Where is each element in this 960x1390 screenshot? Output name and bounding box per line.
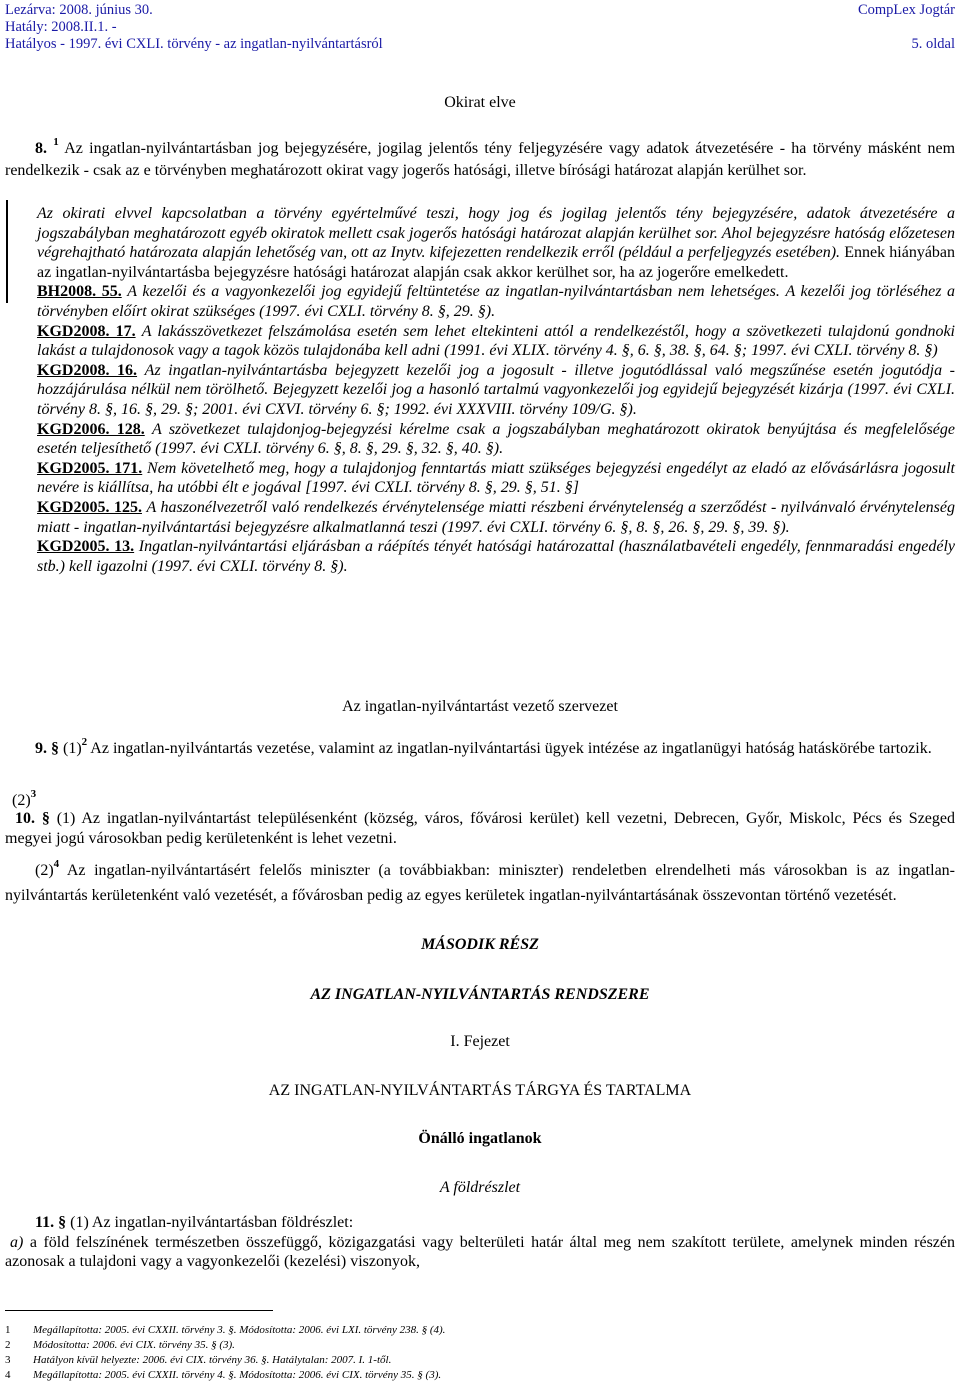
paragraph-text: Az ingatlan-nyilvántartás vezetése, valamint az ingatlan-nyilvántartási ügyek intézése az ingatlanügyi hatóság hatáskörébe tartozik. — [90, 740, 932, 757]
decision-reference-link[interactable]: BH2008. 55. — [37, 283, 122, 301]
footnote — [5, 1338, 235, 1352]
subheading-foldreszlet: A földrészlet — [439, 1179, 521, 1196]
decision-reference-link[interactable]: KGD2005. 13. — [37, 538, 135, 556]
footnote-text: Megállapította: 2005. évi CXXII. törvény 3. §. Módosította: 2006. évi LXI. törvény 238. § (4). — [33, 1324, 446, 1336]
paragraph-text: (1) Az ingatlan-nyilvántartást településenként (község, város, fővárosi kerület) kell vezetni, Debrecen, Győr, Miskolc, Pécs és Szeged megyei jogú városokban pedig kerületenként is lehet vezetni. — [5, 810, 956, 847]
footnote — [5, 1368, 441, 1382]
subsection-number: (2) — [35, 862, 54, 879]
heading-onallo-ingatlanok: Önálló ingatlanok — [418, 1130, 542, 1147]
header-law-title: Hatályos - 1997. évi CXLI. törvény - az ingatlan-nyilvántartásról — [5, 36, 383, 52]
footnote-number: 3 — [5, 1354, 11, 1366]
decision-text: A kezelői és a vagyonkezelői jog egyidejű feltüntetése az ingatlan-nyilvántartásban nem lehetséges. — [127, 283, 780, 301]
decision-item — [37, 282, 955, 321]
paragraph-text: Az ingatlan-nyilvántartásban jog bejegyzésére, jogilag jelentős tény feljegyzésére vagy adatok átvezetésére - ha törvény másként nem rendelkezik - csak az e törvényben meghatározott okirat vagy jogerős hatósági, illetve bírósági határozat alapján kerülhet sor. — [5, 140, 956, 179]
footnote-separator — [5, 1310, 273, 1311]
decision-text: A haszonélvezetről való rendelkezés érvénytelensége miatti részbeni érvénytelenség a szerződést - nyilvánvaló érvénytelenség miatt - ingatlan-nyilvántartási bejegyzésre alkalmatlanná teszi (1997. évi CXLI. törvény 6. §, 8. §, 26. §, 29. §, 39. §). — [37, 498, 956, 536]
decision-reference-link[interactable]: KGD2008. 16. — [37, 361, 138, 379]
decision-text: Ingatlan-nyilvántartási eljárásban a ráépítés tényét hatósági határozattal (használatbavételi engedély, fennmaradási engedély stb.) kell igazolni (1997. évi CXLI. törvény 8. §). — [37, 538, 955, 575]
decision-item — [37, 498, 955, 537]
decision-text: Nem követelhető meg, hogy a tulajdonjog fenntartás miatt szükséges bejegyzési engedélyt az eladó az elővásárlásra jogosult nevére is kiállítsa, ha utóbbi élt e jogával [1997. évi CXLI. törvény 8. §, 29. §, 51. §] — [37, 459, 956, 497]
decision-text-continued: A kezelői jog törléséhez a törvényben előírt okirat szükséges (1997. évi CXLI. törvény 8. §, 29. §). — [37, 283, 956, 320]
footnote-ref[interactable]: 2 — [81, 736, 88, 748]
decision-text-continued: Bejegyzett kezelői jog a hasonló tartalmú vagyonkezelői jog egyidejű bejegyzését kizárja (1997. évi CXLI. törvény 8. §, 16. §, 29. §; 2001. évi CXVI. törvény 6. §; 1992. évi XXXVIII. törvény 109/G. §). — [37, 381, 956, 418]
decision-item — [37, 420, 955, 459]
part-subtitle: AZ INGATLAN-NYILVÁNTARTÁS RENDSZERE — [310, 986, 650, 1003]
commentary-bar — [6, 200, 8, 303]
footnote-number: 1 — [5, 1324, 11, 1336]
paragraph-number: 9. § — [35, 740, 59, 757]
paragraph-11 — [5, 1213, 955, 1272]
decision-reference-link[interactable]: KGD2008. 17. — [37, 322, 136, 340]
decision-reference-link[interactable]: KGD2005. 125. — [37, 498, 142, 516]
header-product: CompLex Jogtár — [857, 2, 955, 18]
paragraph-8 — [5, 136, 956, 180]
footnote-text: Módosította: 2006. évi CIX. törvény 35. § (3). — [33, 1339, 235, 1351]
subsection-number: (2) — [12, 792, 31, 809]
decision-list — [37, 282, 955, 576]
commentary-text: Az okirati elvvel kapcsolatban a törvény egyértelművé teszi, hogy jog és jogilag jelentős tény bejegyzésére, adatok átvezetésére a jogszabályban meghatározott egyéb okiratok mellett csak jogerős hatósági határozat alapján kerülhet sor. Ahol bejegyzésre hatóság előzetesen végrehajtható határozata alapján lehetőség van, ott az Inytv. kifejezetten rendelkezik erről (például a perfeljegyzés esetében). — [37, 205, 955, 262]
footnote — [5, 1323, 445, 1337]
paragraph-10 — [5, 809, 955, 848]
paragraph-10-2 — [5, 859, 955, 907]
footnote-ref[interactable]: 4 — [53, 858, 60, 870]
footnote-number: 4 — [5, 1369, 11, 1381]
section-title-szervezet: Az ingatlan-nyilvántartást vezető szervezet — [342, 698, 618, 715]
paragraph-number: 11. § — [35, 1214, 67, 1231]
point-text: a föld felszínének természetben összefüggő, közigazgatási vagy belterületi határ által meg nem szakított területe, amelynek minden részén azonosak a tulajdoni vagy a vagyonkezelői (kezelési) viszonyok, — [5, 1233, 955, 1271]
decision-item — [37, 322, 955, 361]
footnote-number: 2 — [5, 1339, 11, 1351]
chapter-title: AZ INGATLAN-NYILVÁNTARTÁS TÁRGYA ÉS TARTALMA — [268, 1082, 692, 1099]
commentary-block — [37, 204, 955, 576]
header-page-number: 5. oldal — [911, 36, 955, 52]
decision-text: Az ingatlan-nyilvántartásba bejegyzett kezelői jog a jogosult - illetve jogutódlással való megszűnése esetén jogutódja - hozzájárulása nélkül nem törölhető. — [37, 361, 956, 399]
paragraph-number: 8. — [35, 140, 47, 157]
section-title-okirat: Okirat elve — [444, 94, 516, 111]
paragraph-9 — [5, 736, 955, 761]
decision-text: A szövetkezet tulajdonjog-bejegyzési kérelme csak a jogszabályban meghatározott okiratok benyújtása és megfelelősége esetén teljesíthető (1997. évi CXLI. törvény 6. §, 8. §, 29. §, 32. §, 40. §). — [37, 420, 956, 458]
footnote-text: Megállapította: 2005. évi CXXII. törvény 4. §. Módosította: 2006. évi CIX. törvény 35. § (3). — [33, 1369, 442, 1381]
footnote-ref[interactable]: 3 — [30, 788, 37, 800]
paragraph-text: Az ingatlan-nyilvántartásért felelős miniszter (a továbbiakban: miniszter) rendeletben elrendelheti más városokban is az ingatlan-nyilvántartás kerületenként való vezetését, a fővárosban pedig az egyes kerületek ingatlan-nyilvántartásának összevontan történő vezetését. — [5, 862, 955, 904]
point-label: a) — [10, 1233, 24, 1251]
decision-item — [37, 537, 955, 576]
footnote — [5, 1353, 391, 1367]
part-title: MÁSODIK RÉSZ — [421, 936, 539, 953]
decision-reference-link[interactable]: KGD2005. 171. — [37, 459, 143, 477]
paragraph-text: (1) Az ingatlan-nyilvántartásban földrészlet: — [70, 1214, 354, 1231]
decision-item — [37, 459, 955, 498]
commentary-text-end: Ennek hiányában az ingatlan-nyilvántartásba bejegyzésre hatósági határozat alapján csak akkor kerülhet sor, ha az jogerőre emelkedett. — [37, 244, 956, 281]
decision-item — [37, 361, 955, 420]
footnote-ref[interactable]: 1 — [53, 136, 59, 148]
header-closed-date: Lezárva: 2008. június 30. — [5, 2, 153, 18]
chapter-number: I. Fejezet — [450, 1033, 510, 1050]
paragraph-number: 10. § — [15, 810, 50, 827]
header-effective-date: Hatály: 2008.II.1. - — [5, 19, 117, 35]
decision-text: A lakásszövetkezet felszámolása esetén sem lehet eltekinteni attól a rendelkezéstől, hogy a szövetkezeti tulajdonú gondnoki lakást a tulajdonosok vagy a tagok közös tulajdonába kell adni (1991. évi XLIX. törvény 4. §, 6. §, 38. §, 64. §; 1997. évi CXLI. törvény 8. §) — [37, 322, 956, 360]
footnote-text: Hatályon kívül helyezte: 2006. évi CIX. törvény 36. §. Hatálytalan: 2007. I. 1-től. — [33, 1354, 392, 1366]
subsection-number: (1) — [63, 740, 82, 757]
decision-reference-link[interactable]: KGD2006. 128. — [37, 420, 145, 438]
